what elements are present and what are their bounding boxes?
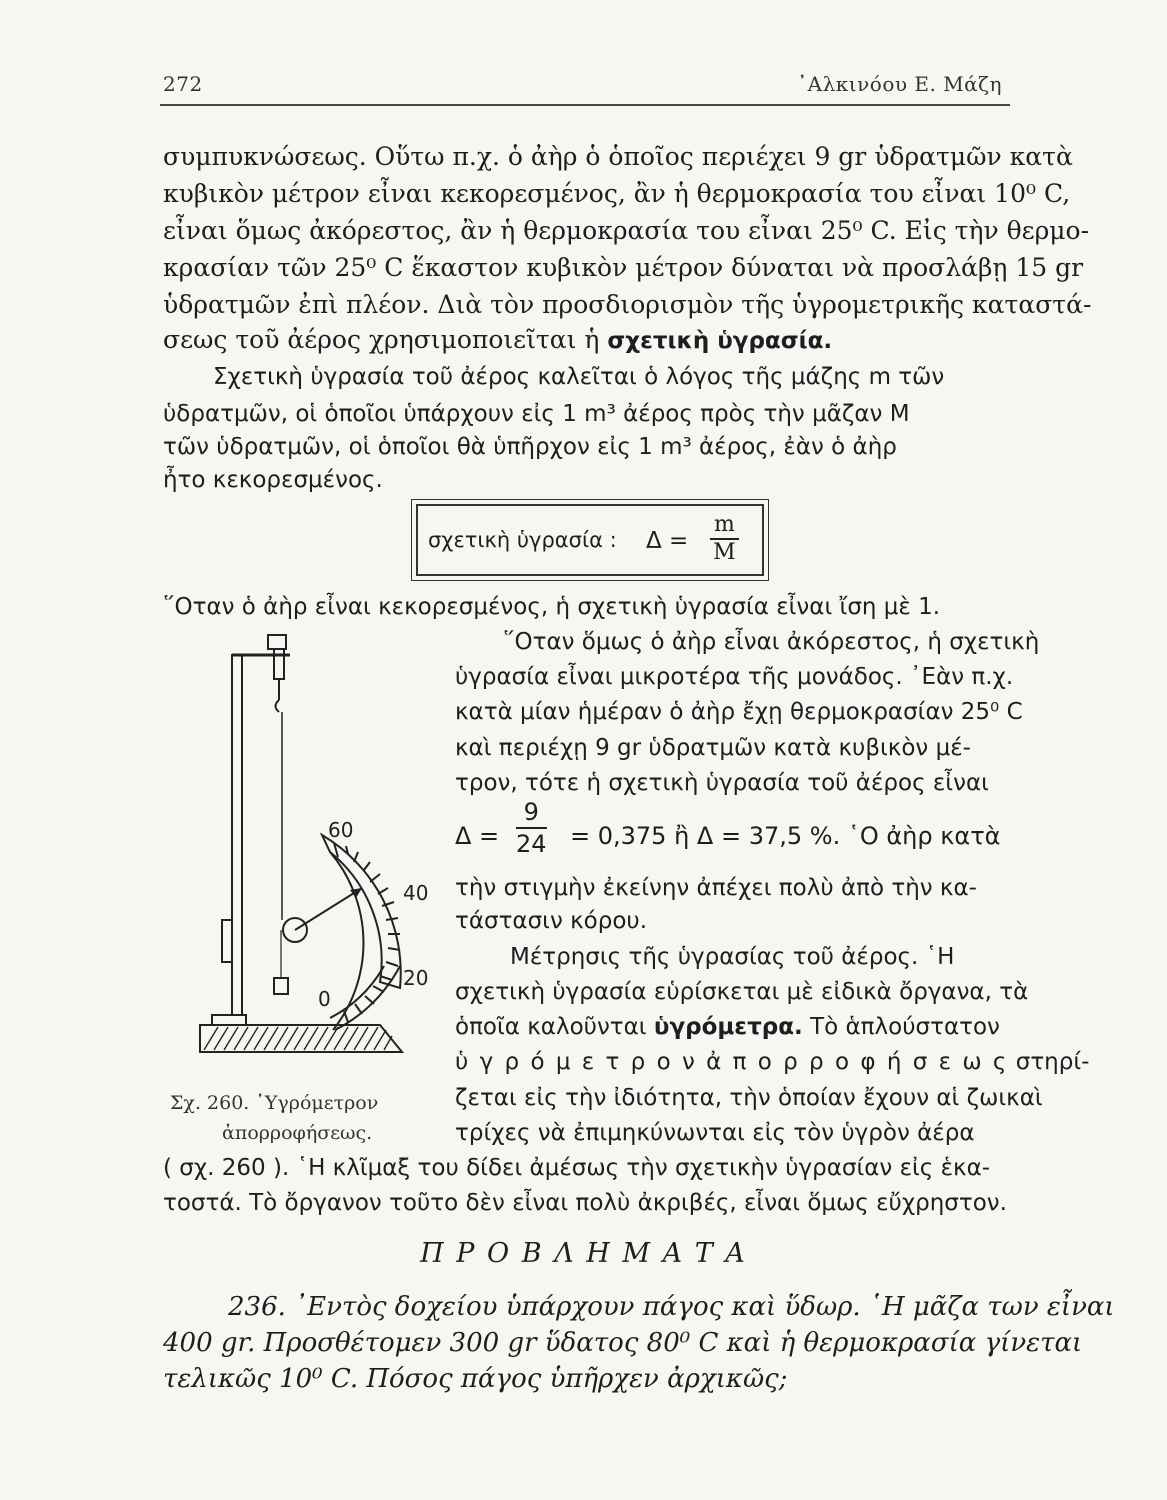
text-line: τὴν στιγμὴν ἐκείνην ἀπέχει πολὺ ἀπὸ τὴν κα- [455,875,977,901]
hygrometer-figure [170,630,450,1070]
problem-line: 400 gr. Προσθέτομεν 300 gr ὕδατος 80⁰ C καὶ ἡ θερμοκρασία γίνεται [163,1328,1083,1358]
bold-term: σχετικὴ ὑγρασία. [607,328,833,354]
example-lhs: Δ = [455,822,500,850]
formula-label: σχετικὴ ὑγρασία : [428,528,617,552]
fraction-numerator: 9 [516,797,547,829]
text-line: κατὰ μίαν ἡμέραν ὁ ἀὴρ ἔχῃ θερμοκρασίαν 25⁰ C [455,699,1023,725]
spaced-term: ὑ γ ρ ό μ ε τ ρ ο ν ἀ π ο ρ ρ ο φ ή σ ε ω ς [455,1049,1009,1075]
text-line: τρίχες νὰ ἐπιμηκύνωνται εἰς τὸν ὑγρὸν ἀέρα [455,1120,975,1146]
bold-term: ὑγρόμετρα. [653,1014,803,1040]
text-line: Σχετικὴ ὑγρασία τοῦ ἀέρος καλεῖται ὁ λόγος τῆς μάζης m τῶν [213,364,945,390]
text-line: ὁποῖα καλοῦνται ὑγρόμετρα. Τὸ ἁπλούστατον [455,1014,1000,1040]
text-line: τάστασιν κόρου. [455,908,648,934]
example-result: = 0,375 ἢ Δ = 37,5 %. ῾Ο ἀὴρ κατὰ [570,822,1001,850]
text-line: τῶν ὑδρατμῶν, οἱ ὁποῖοι θὰ ὑπῆρχον εἰς 1 m³ ἀέρος, ἐὰν ὁ ἀὴρ [163,434,897,460]
text-line: ὑ γ ρ ό μ ε τ ρ ο ν ἀ π ο ρ ρ ο φ ή σ ε ω ς στηρί- [455,1049,1090,1075]
scale-label: 0 [318,987,331,1011]
text-line: ῞Οταν ὁ ἀὴρ εἶναι κεκορεσμένος, ἡ σχετικὴ ὑγρασία εἶναι ἴση μὲ 1. [163,594,941,620]
fraction-denominator: M [713,540,736,565]
formula-lhs: Δ = [646,528,689,554]
text-line: τρον, τότε ἡ σχετικὴ ὑγρασία τοῦ ἀέρος εἶναι [455,770,989,796]
text-line: ῞Οταν ὅμως ὁ ἀὴρ εἶναι ἀκόρεστος, ἡ σχετικὴ [503,629,1040,655]
text-line: ὑγρασία εἶναι μικροτέρα τῆς μονάδος. ᾿Εὰν π.χ. [455,664,1014,690]
page-number: 272 [163,72,203,96]
figure-caption: ἀπορροφήσεως. [222,1122,373,1144]
figure-caption: Σχ. 260. ῾Υγρόμετρον [170,1092,379,1114]
scale-label: 20 [403,966,429,990]
header-rule [160,104,1010,106]
text-line: καὶ περιέχῃ 9 gr ὑδρατμῶν κατὰ κυβικὸν μέ- [455,735,971,761]
scale-label: 40 [403,881,429,905]
formula-fraction [710,512,739,566]
formula-box [416,504,764,576]
problem-line: τελικῶς 10⁰ C. Πόσος πάγος ὑπῆρχεν ἀρχικῶς; [163,1364,788,1394]
text-line: σεως τοῦ ἀέρος χρησιμοποιεῖται ἡ σχετικὴ ὑγρασία. [163,325,833,354]
running-title: ᾿Αλκινόου Ε. Μάζη [797,72,1002,96]
text-line: συμπυκνώσεως. Οὕτω π.χ. ὁ ἀὴρ ὁ ὁποῖος περιέχει 9 gr ὑδρατμῶν κατὰ [163,142,1073,171]
text-line: τοστά. Τὸ ὄργανον τοῦτο δὲν εἶναι πολὺ ἀκριβές, εἶναι ὅμως εὔχρηστον. [163,1190,1007,1216]
text-line: ἦτο κεκορεσμένος. [163,467,383,493]
problem-line: 236. ᾿Εντὸς δοχείου ὑπάρχουν πάγος καὶ ὕδωρ. ῾Η μᾶζα των εἶναι [228,1292,1115,1322]
text-line: Μέτρησις τῆς ὑγρασίας τοῦ ἀέρος. ῾Η [510,944,955,970]
text-line: κρασίαν τῶν 25⁰ C ἕκαστον κυβικὸν μέτρον δύναται νὰ προσλάβῃ 15 gr [163,253,1084,282]
text-line: ὑδρατμῶν ἐπὶ πλέον. Διὰ τὸν προσδιορισμὸν τῆς ὑγρομετρικῆς καταστά- [163,290,1092,319]
fraction-numerator: m [710,512,739,540]
problems-heading: Π Ρ Ο Β Λ Η Μ Α Τ Α [420,1238,747,1269]
text-line: σχετικὴ ὑγρασία εὑρίσκεται μὲ εἰδικὰ ὄργανα, τὰ [455,979,1029,1005]
text-line: ζεται εἰς τὴν ἰδιότητα, τὴν ὁποίαν ἔχουν αἱ ζωικαὶ [455,1085,1043,1111]
text-line: ( σχ. 260 ). ῾Η κλῖμαξ του δίδει ἀμέσως τὴν σχετικὴν ὑγρασίαν εἰς ἑκα- [163,1155,991,1181]
text-line: ὑδρατμῶν, οἱ ὁποῖοι ὑπάρχουν εἰς 1 m³ ἀέρος πρὸς τὴν μᾶζαν Μ [163,401,910,427]
fraction-denominator: 24 [516,830,547,858]
example-fraction [516,797,547,859]
scale-label: 60 [328,818,354,842]
text-line: κυβικὸν μέτρον εἶναι κεκορεσμένος, ἂν ἡ θερμοκρασία του εἶναι 10⁰ C, [163,179,1071,208]
text-line: εἶναι ὅμως ἀκόρεστος, ἂν ἡ θερμοκρασία του εἶναι 25⁰ C. Εἰς τὴν θερμο- [163,216,1090,245]
